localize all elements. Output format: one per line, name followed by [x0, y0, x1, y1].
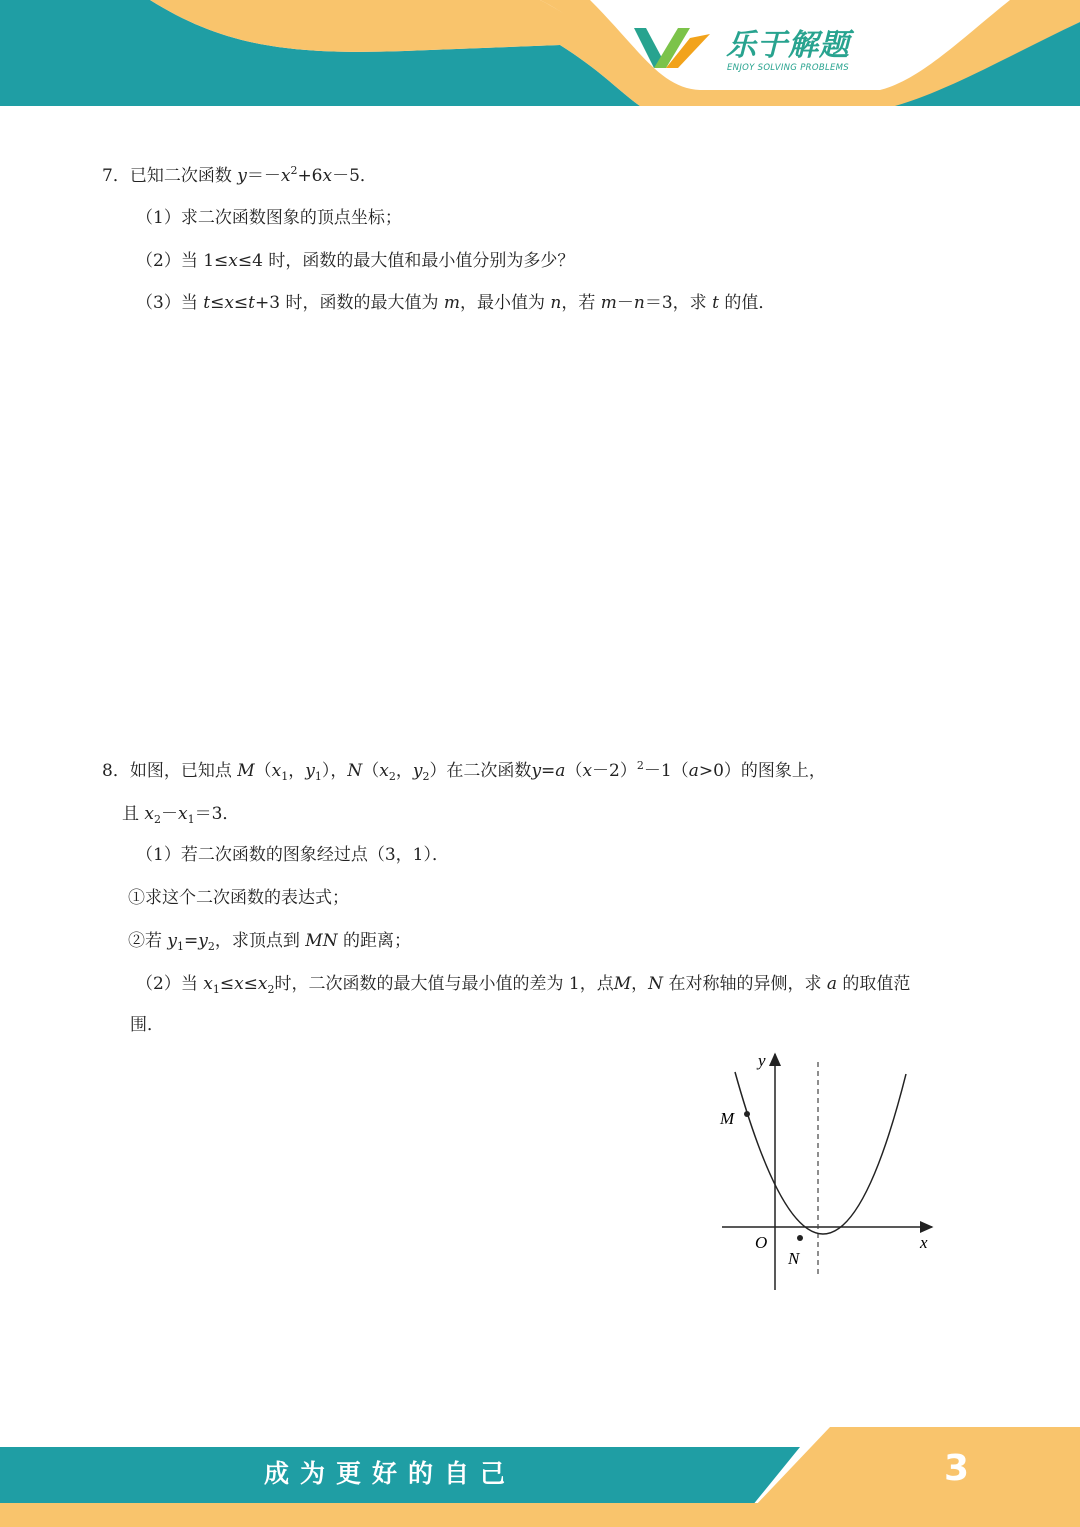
label-N: N [788, 1249, 800, 1268]
logo-w-icon [632, 24, 712, 72]
label-x: x [920, 1233, 928, 1252]
parabola-figure [700, 1040, 950, 1300]
footer-banner [0, 1427, 1080, 1527]
brand-name-cn: 乐于解题 [726, 28, 850, 63]
footer-slogan: 成为更好的自己 [264, 1459, 517, 1488]
q8-part-1-a: ①求这个二次函数的表达式； [128, 888, 349, 908]
point-N [797, 1235, 803, 1241]
q7-part-3: （3）当 t≤x≤t+3 时，函数的最大值为 m，最小值为 n，若 m－n＝3，求 t 的值． [136, 293, 776, 313]
q8-stem-line-1: 8．如图，已知点 $M(x_1$，$y_1$），$N(x_2$，$y_2$）在二次函数$y=a(x-2)^2-1(a>0)$的图象上， [102, 759, 826, 783]
label-M: M [720, 1109, 735, 1128]
q7-part-2: （2）当 1≤x≤4 时，函数的最大值和最小值分别为多少？ [136, 251, 575, 271]
q8-part-1: （1）若二次函数的图象经过点（3，1）． [136, 845, 449, 865]
label-y: y [758, 1051, 766, 1070]
q7-stem: 7．已知二次函数 $y=-x^2+6x-5$． [102, 164, 377, 186]
q8-part-2: （2）当 $x_1\le x\le x_2$时，二次函数的最大值与最小值的差为 1，点M，N 在对称轴的异侧，求 a 的取值范 [136, 974, 911, 996]
point-M [744, 1111, 750, 1117]
page-number: 3 [944, 1448, 970, 1489]
q8-part-2-continued: 围． [130, 1015, 164, 1035]
brand-tagline-en: ENJOY SOLVING PROBLEMS [727, 63, 849, 73]
q7-part-1: （1）求二次函数图象的顶点坐标； [136, 208, 402, 228]
label-O: O [755, 1233, 768, 1252]
q8-stem-line-2: 且 $x_2-x_1=3$． [122, 804, 240, 826]
parabola-curve [735, 1072, 906, 1234]
brand-logo [632, 20, 872, 80]
header-banner [0, 0, 1080, 115]
q8-part-1-b: ②若 $y_1=y_2$，求顶点到 MN 的距离； [128, 931, 411, 953]
